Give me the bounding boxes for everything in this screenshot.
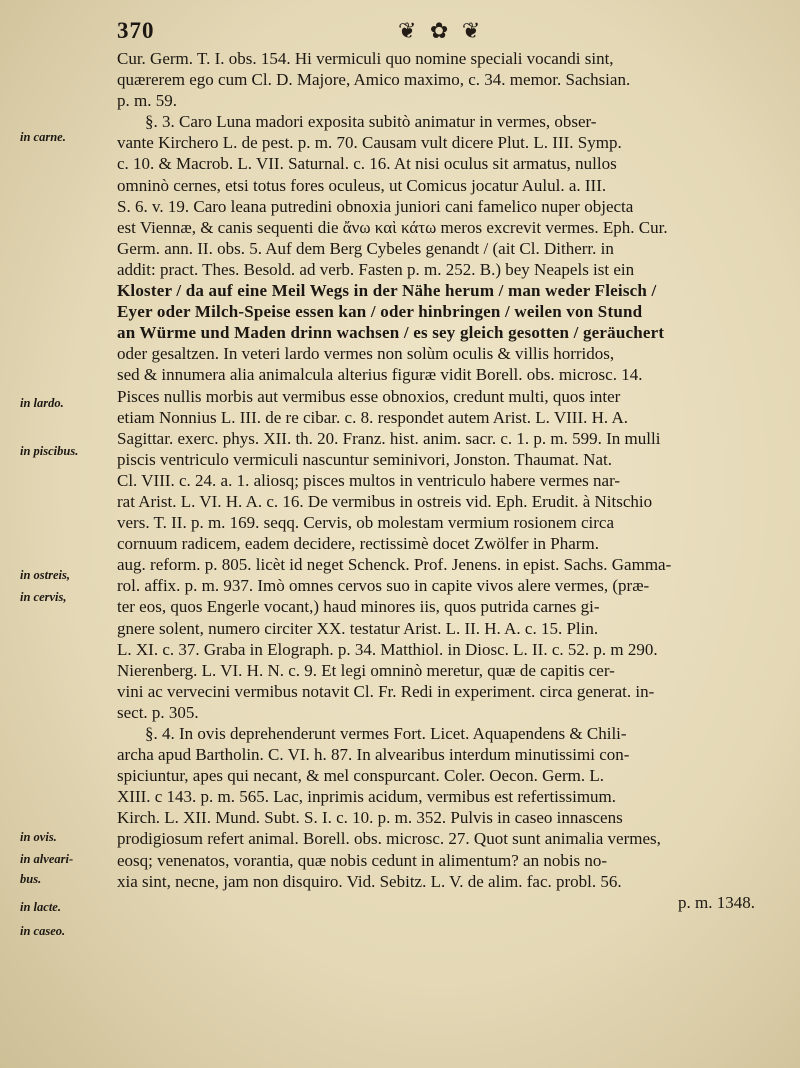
margin-note: in lardo. — [20, 396, 64, 410]
text-line: c. 10. & Macrob. L. VII. Saturnal. c. 16. At nisi oculus sit armatus, nullos — [117, 154, 617, 174]
text-line: addit: pract. Thes. Besold. ad verb. Fasten p. m. 252. B.) bey Neapels ist ein — [117, 259, 635, 279]
header-ornament: ❦ ✿ ❦ — [398, 18, 485, 43]
margin-note: in ovis. — [20, 830, 57, 844]
text-line: p. m. 59. — [117, 91, 177, 111]
text-line: Cl. VIII. c. 24. a. 1. aliosq; pisces multos in ventriculo habere vermes nar- — [117, 470, 621, 490]
margin-note: in piscibus. — [20, 444, 79, 458]
text-line: Cur. Germ. T. I. obs. 154. Hi vermiculi quo nomine speciali vocandi sint, — [117, 49, 614, 68]
text-line: S. 6. v. 19. Caro leana putredini obnoxia juniori cani famelico nuper objecta — [117, 196, 634, 216]
text-line: rat Arist. L. VI. H. A. c. 16. De vermibus in ostreis vid. Eph. Erudit. à Nitschio — [117, 491, 653, 511]
margin-note: in ostreis, — [20, 568, 71, 582]
text-line: aug. reform. p. 805. licèt id neget Schenck. Prof. Jenens. in epist. Sachs. Gamma- — [117, 555, 672, 575]
german-text-line: Eyer oder Milch-Speise essen kan / oder hinbringen / weilen von Stund — [117, 302, 643, 322]
text-line: est Viennæ, & canis sequenti die ἄνω καὶ κάτω meros excrevit vermes. Eph. Cur. — [117, 217, 668, 237]
body-text — [117, 48, 765, 913]
margin-note: in carne. — [20, 130, 66, 144]
margin-notes — [20, 0, 115, 1068]
text-line: prodigiosum refert animal. Borell. obs. microsc. 27. Quot sunt animalia vermes, — [117, 829, 661, 849]
text-line: oder gesaltzen. In veteri lardo vermes non solùm oculis & villis horridos, — [117, 344, 615, 364]
text-line: XIII. c 143. p. m. 565. Lac, inprimis acidum, vermibus est refertissimum. — [117, 787, 617, 807]
german-text-line: Kloster / da auf eine Meil Wegs in der Nähe herum / man weder Fleisch / — [117, 281, 657, 301]
page-number: 370 — [117, 18, 155, 43]
paragraph-start-line: §. 4. In ovis deprehenderunt vermes Fort. Licet. Aquapendens & Chili- — [145, 724, 627, 743]
text-line: rol. affix. p. m. 937. Imò omnes cervos suo in capite vivos alere vermes, (præ- — [117, 576, 650, 596]
text-line: Nierenberg. L. VI. H. N. c. 9. Et legi omninò meretur, quæ de capitis cer- — [117, 660, 615, 680]
text-line: xia sint, necne, jam non disquiro. Vid. Sebitz. L. V. de alim. fac. probl. 56. — [117, 871, 622, 891]
text-line: sed & innumera alia animalcula alterius figuræ vidit Borell. obs. microsc. 14. — [117, 365, 643, 385]
text-line: ter eos, quos Engerle vocant,) haud minores iis, quos putrida carnes gi- — [117, 597, 600, 617]
text-line: omninò cernes, etsi totus fores oculeus, ut Comicus jocatur Aulul. a. III. — [117, 175, 607, 195]
text-line: vers. T. II. p. m. 169. seqq. Cervis, ob molestam vermium rosionem circa — [117, 513, 614, 533]
margin-note: in cervis, — [20, 590, 67, 604]
text-line: Pisces nullis morbis aut vermibus esse obnoxios, credunt multi, quos inter — [117, 386, 621, 406]
text-line: piscis ventriculo vermiculi nascuntur seminivori, Jonston. Thaumat. Nat. — [117, 449, 612, 469]
page-end-reference: p. m. 1348. — [678, 892, 755, 912]
text-line: vini ac vervecini vermibus notavit Cl. Fr. Redi in experiment. circa generat. in- — [117, 681, 655, 701]
text-line: Sagittar. exerc. phys. XII. th. 20. Franz. hist. anim. sacr. c. 1. p. m. 599. In mulli — [117, 428, 661, 448]
text-line: L. XI. c. 37. Graba in Elograph. p. 34. Matthiol. in Diosc. L. II. c. 52. p. m 290. — [117, 639, 658, 659]
text-line: gnere solent, numero circiter XX. testatur Arist. L. II. H. A. c. 15. Plin. — [117, 618, 599, 638]
german-text-line: an Würme und Maden drinn wachsen / es sey gleich gesotten / geräuchert — [117, 323, 665, 343]
paragraph-start-line: §. 3. Caro Luna madori exposita subitò animatur in vermes, obser- — [145, 112, 597, 132]
text-line: sect. p. 305. — [117, 702, 199, 722]
margin-note: in caseo. — [20, 924, 66, 938]
text-line: etiam Nonnius L. III. de re cibar. c. 8. respondet autem Arist. L. VIII. H. A. — [117, 407, 628, 427]
margin-note: in alveari- — [20, 852, 74, 866]
text-line: eosq; venenatos, vorantia, quæ nobis cedunt in alimentum? an nobis no- — [117, 850, 608, 870]
text-line: cornuum radicem, eadem decidere, rectissimè docet Zwölfer in Pharm. — [117, 534, 599, 554]
text-line: Germ. ann. II. obs. 5. Auf dem Berg Cybeles genandt / (ait Cl. Ditherr. in — [117, 238, 614, 258]
text-line: vante Kirchero L. de pest. p. m. 70. Causam vult dicere Plut. L. III. Symp. — [117, 133, 622, 153]
text-line: quærerem ego cum Cl. D. Majore, Amico maximo, c. 34. memor. Sachsian. — [117, 70, 631, 90]
text-line: spiciuntur, apes qui necant, & mel conspurcant. Coler. Oecon. Germ. L. — [117, 766, 604, 786]
text-line: Kirch. L. XII. Mund. Subt. S. I. c. 10. p. m. 352. Pulvis in caseo innascens — [117, 808, 623, 828]
margin-note: in lacte. — [20, 900, 61, 914]
text-line: archa apud Bartholin. C. VI. h. 87. In alvearibus interdum minutissimi con- — [117, 745, 630, 765]
margin-note: bus. — [20, 872, 42, 886]
